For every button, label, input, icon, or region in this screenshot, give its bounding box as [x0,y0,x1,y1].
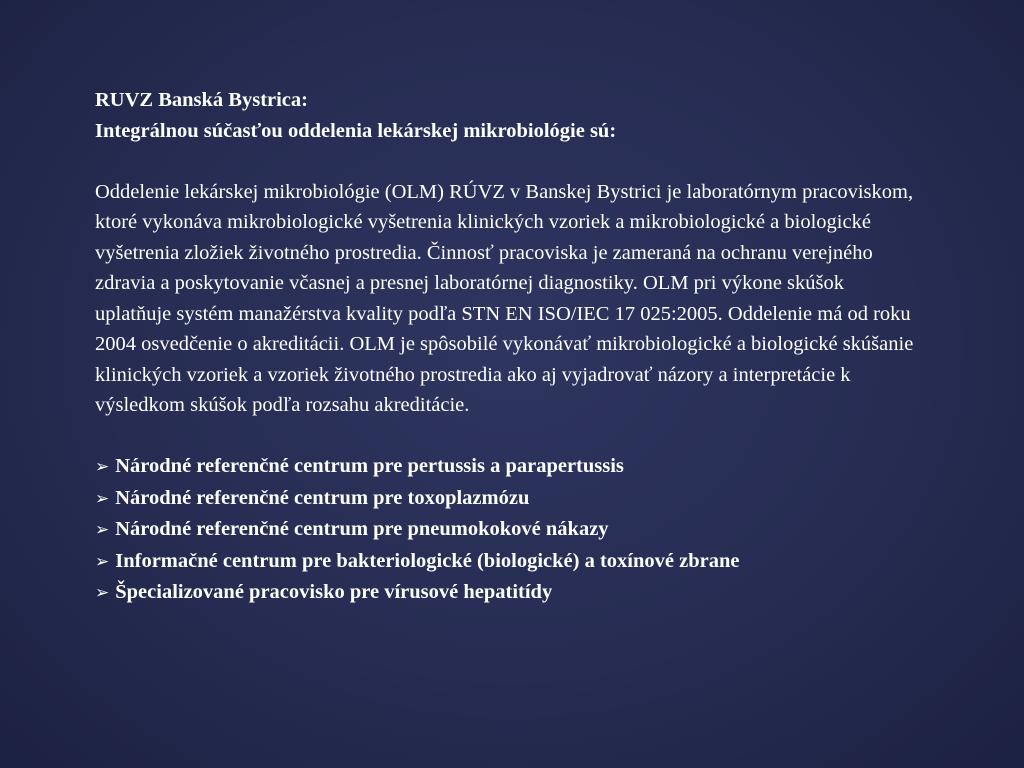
slide-content [95,85,925,609]
list-item-text: Špecializované pracovisko pre vírusové hepatitídy [115,581,553,603]
list-item [95,483,925,515]
spacer [95,146,925,177]
list-item [95,514,925,546]
arrowhead-bullet-icon: ➢ [95,520,110,540]
list-item [95,577,925,609]
arrowhead-bullet-icon: ➢ [95,488,110,509]
spacer [95,421,925,452]
list-item-text: Informačné centrum pre bakteriologické (biologické) a toxínové zbrane [115,549,740,572]
heading-title: RUVZ Banská Bystrica: [95,89,308,111]
arrowhead-bullet-icon: ➢ [95,551,110,572]
list-item [95,546,925,578]
arrowhead-bullet-icon: ➢ [95,457,110,477]
arrowhead-bullet-icon: ➢ [95,583,110,603]
list-item [95,451,925,483]
heading-subtitle: Integrálnou súčasťou oddelenia lekárskej mikrobiológie sú: [95,119,617,142]
list-item-text: Národné referenčné centrum pre pneumokokové nákazy [115,518,609,540]
list-item-text: Národné referenčné centrum pre pertussis a parapertussis [115,455,624,477]
list-item-text: Národné referenčné centrum pre toxoplazmózu [115,486,530,509]
bullet-list [95,451,925,609]
description-paragraph: Oddelenie lekárskej mikrobiológie (OLM) RÚVZ v Banskej Bystrici je laboratórnym pracoviskom, ktoré vykonáva mikrobiologické vyšetrenia klinických vzoriek a mikrobiologické a biologické vyšetrenia zložiek životného prostredia. Činnosť pracoviska je zameraná na ochranu verejného zdravia a poskytovanie včasnej a presnej laboratórnej diagnostiky. OLM pri výkone skúšok uplatňuje systém manažérstva kvality podľa STN EN ISO/IEC 17 025:2005. Oddelenie má od roku 2004 osvedčenie o akreditácii. OLM je spôsobilé vykonávať mikrobiologické a biologické skúšanie klinických vzoriek a vzoriek životného prostredia ako aj vyjadrovať názory a interpretácie k výsledkom skúšok podľa rozsahu akreditácie. [95,180,914,416]
